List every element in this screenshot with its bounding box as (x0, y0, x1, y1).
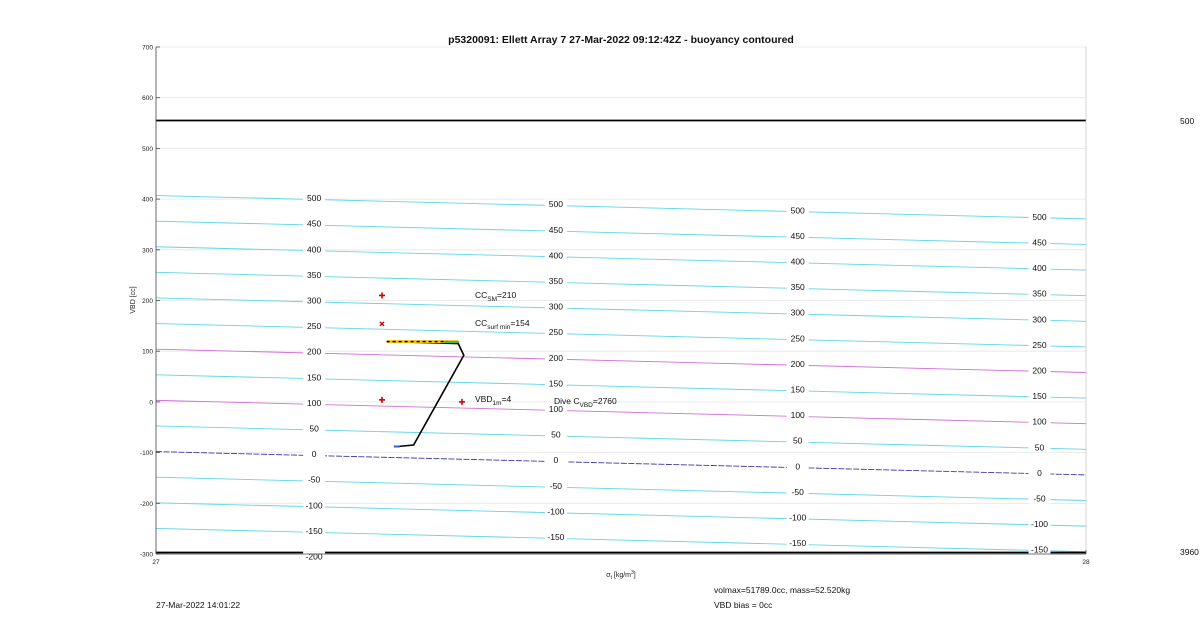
contour-label: 250 (307, 321, 322, 332)
contour-label: 50 (551, 429, 561, 440)
contour-label: 400 (790, 256, 805, 267)
contour-label: 0 (553, 455, 559, 466)
contour-label: 250 (1032, 339, 1047, 350)
annotation-dive-c-sub: VBD (579, 402, 593, 409)
annotation-vbd-1m-main: VBD (475, 394, 493, 404)
annotation-vbd-1m-sub: 1m (492, 400, 502, 407)
contour-label: -50 (791, 486, 804, 497)
contour-label: 250 (790, 333, 805, 344)
x-axis-label-main: σ (606, 572, 611, 579)
contour-label: 300 (1032, 314, 1047, 325)
y-tick-label: 600 (142, 95, 153, 103)
contour-label: -100 (547, 506, 565, 517)
contour-label: -150 (305, 525, 323, 536)
contour-label: 400 (307, 244, 322, 255)
timestamp: 27-Mar-2022 14:01:22 (156, 600, 241, 610)
contour-label: 350 (307, 269, 322, 280)
y-tick-label: 700 (142, 44, 153, 52)
y-tick-label: 200 (142, 298, 153, 305)
contour-label: 500 (307, 193, 322, 204)
x-axis-label (606, 570, 636, 581)
contour-label: 500 (548, 199, 563, 210)
x-axis-label-sub: t (610, 575, 612, 581)
y-tick-label: -100 (139, 450, 153, 458)
y-tick-label: 500 (142, 145, 153, 153)
y-tick-label: 300 (142, 247, 153, 255)
contour-label: 400 (1032, 263, 1047, 274)
annotation-dive-c-value: =2760 (592, 396, 617, 406)
contour-label: 350 (548, 275, 563, 286)
contour-label: 450 (307, 218, 322, 229)
annotation-cc-sm-main: CC (475, 290, 488, 300)
contour-label: 500 (790, 205, 805, 216)
contour-label: 450 (548, 224, 563, 235)
contour-label: 450 (1032, 237, 1047, 248)
contour-label: -150 (789, 538, 807, 549)
y-tick-label: -200 (139, 500, 153, 508)
y-tick-label: -300 (139, 551, 153, 559)
contour-label: 150 (548, 378, 563, 389)
contour-label: 300 (790, 307, 805, 318)
right-label-bottom: 3960 (1180, 547, 1199, 557)
contour-label: -150 (547, 532, 565, 543)
contour-label: 200 (307, 346, 322, 357)
contour-label: 50 (1034, 442, 1045, 453)
y-tick-label: 100 (142, 348, 153, 356)
x-axis-label-unit-sup: 3 (631, 570, 634, 576)
contour-label: 500 (1032, 211, 1047, 222)
volmax-text: volmax=51789.0cc, mass=52.520kg (714, 585, 851, 595)
contour-label: 100 (1032, 416, 1047, 427)
contour-label: -50 (307, 474, 321, 485)
annotation-cc-surf-sub: surf min (487, 324, 511, 331)
contour-label: 250 (548, 327, 563, 338)
contour-label: 100 (790, 410, 805, 421)
contour-label: 150 (307, 372, 322, 383)
contour-label: -100 (1030, 519, 1049, 530)
contour-label: 200 (548, 352, 563, 363)
x-tick-label: 28 (1082, 559, 1090, 566)
contour-label: 200 (1032, 365, 1047, 376)
annotation-cc-surf-value: =154 (510, 318, 530, 328)
annotation-vbd-1m-value: =4 (501, 394, 512, 404)
contour-label: 450 (790, 230, 805, 241)
contour-label: 150 (790, 384, 805, 395)
x-axis-label-unit: [kg/m (611, 572, 632, 579)
contour-label: -50 (549, 480, 563, 491)
contour-label: 200 (790, 358, 805, 369)
contour-label: 50 (309, 423, 319, 434)
annotation-dive-c-main: Dive C (554, 396, 580, 406)
contour-label: 300 (548, 301, 563, 312)
x-tick-label: 27 (152, 559, 160, 566)
contour-label: 150 (1032, 391, 1047, 402)
contour-label: 300 (307, 295, 322, 306)
right-label-top: 500 (1180, 116, 1195, 126)
contour-label: 350 (790, 282, 805, 293)
contour-label: -50 (1033, 493, 1046, 504)
contour-label: 100 (307, 397, 322, 408)
x-axis-label-unit-close: ] (633, 572, 636, 579)
contour-label: 0 (311, 449, 317, 460)
contour-label: 0 (1037, 467, 1042, 478)
contour-label: 400 (548, 250, 563, 261)
contour-label: 0 (795, 461, 801, 472)
vbd-bias-text: VBD bias = 0cc (714, 600, 773, 610)
contour-label: 100 (548, 403, 563, 414)
contour-label: -100 (305, 500, 323, 511)
y-axis-label: VBD [cc] (130, 286, 137, 314)
annotation-cc-surf-main: CC (475, 318, 488, 328)
annotation-cc-sm-sub: SM (487, 296, 498, 303)
contour-label: 350 (1032, 288, 1047, 299)
annotation-cc-sm-value: =210 (497, 290, 517, 300)
contour-label: 50 (792, 435, 803, 446)
y-tick-label: 0 (149, 399, 153, 407)
contour-label: -150 (1030, 544, 1049, 555)
contour-label: -200 (305, 551, 323, 562)
y-tick-label: 400 (142, 196, 153, 204)
chart-title: p5320091: Ellett Array 7 27-Mar-2022 09:12:42Z - buoyancy contoured (448, 34, 794, 46)
contour-label: -100 (789, 512, 807, 523)
